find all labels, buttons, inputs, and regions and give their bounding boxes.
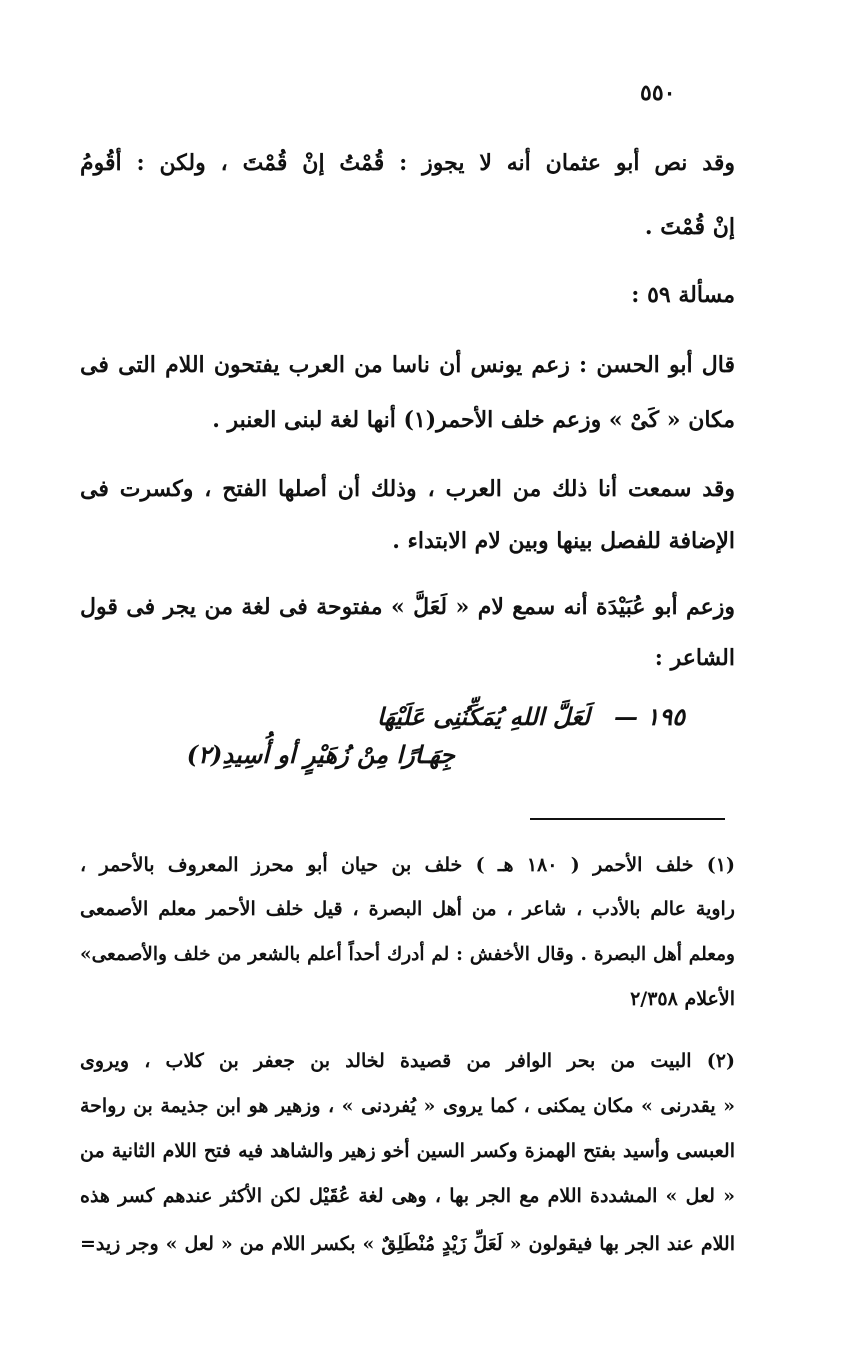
- verse-number-value: ١٩٥: [646, 702, 685, 731]
- footnote-1-line-4: الأعلام ٢/٣٥٨: [630, 988, 735, 1010]
- footnote-2-line-5: اللام عند الجر بها فيقولون « لَعَلِّ زَيْدٍ مُنْطَلِقٌ » بكسر اللام من « لعل » وجر زيد=: [80, 1233, 735, 1255]
- footnote-2-line-4: « لعل » المشددة اللام مع الجر بها ، وهى لغة عُقَيْل لكن الأكثر عندهم كسر هذه: [80, 1185, 735, 1207]
- paragraph-2-line-2: مكان « كَىْ » وزعم خلف الأحمر(١) أنها لغة لبنى العنبر .: [212, 407, 735, 433]
- verse-line-2: جِهَـارًا مِنْ زُهَيْرٍ أو أُسِيدِ(٢): [186, 740, 455, 769]
- paragraph-1-line-2: إنْ قُمْتَ .: [644, 214, 735, 240]
- footnote-1-line-1: (١) خلف الأحمر ( ١٨٠ هـ ) خلف بن حيان أبو محرز المعروف بالأحمر ،: [80, 854, 735, 876]
- verse-number: [614, 702, 685, 731]
- footnote-2-line-3: العبسى وأسيد بفتح الهمزة وكسر السين أخو زهير والشاهد فيه فتح اللام الثانية من: [80, 1140, 735, 1162]
- footnote-2-line-1: (٢) البيت من بحر الوافر من قصيدة لخالد بن جعفر بن كلاب ، ويروى: [80, 1050, 735, 1072]
- paragraph-3-line-1: وقد سمعت أنا ذلك من العرب ، وذلك أن أصلها الفتح ، وكسرت فى: [80, 476, 735, 502]
- paragraph-1-line-1: وقد نص أبو عثمان أنه لا يجوز : قُمْتُ إنْ قُمْتَ ، ولكن : أقُومُ: [80, 150, 735, 176]
- paragraph-4-line-1: وزعم أبو عُبَيْدَة أنه سمع لام « لَعَلَّ » مفتوحة فى لغة من يجر فى قول: [80, 594, 735, 620]
- paragraph-2-line-1: قال أبو الحسن : زعم يونس أن ناسا من العرب يفتحون اللام التى فى: [80, 352, 735, 378]
- verse-dash: —: [613, 702, 638, 731]
- paragraph-3-line-2: الإضافة للفصل بينها وبين لام الابتداء .: [392, 528, 735, 554]
- verse-line-1: لَعَلَّ اللهِ يُمَكِّنُنِى عَلَيْهَا: [376, 702, 590, 731]
- footnote-separator: [530, 818, 725, 820]
- footnote-2-line-2: « يقدرنى » مكان يمكنى ، كما يروى « يُفردنى » ، وزهير هو ابن جذيمة بن رواحة: [80, 1095, 735, 1117]
- page-number: ٥٥٠: [640, 80, 676, 106]
- question-heading: مسألة ٥٩ :: [631, 282, 735, 308]
- footnote-1-line-3: ومعلم أهل البصرة . وقال الأخفش : لم أدرك أحداً أعلم بالشعر من خلف والأصمعى»: [80, 944, 735, 965]
- footnote-1-line-2: راوية عالم بالأدب ، شاعر ، من أهل البصرة ، قيل خلف الأحمر معلم الأصمعى: [80, 898, 735, 920]
- paragraph-4-line-2: الشاعر :: [654, 645, 735, 671]
